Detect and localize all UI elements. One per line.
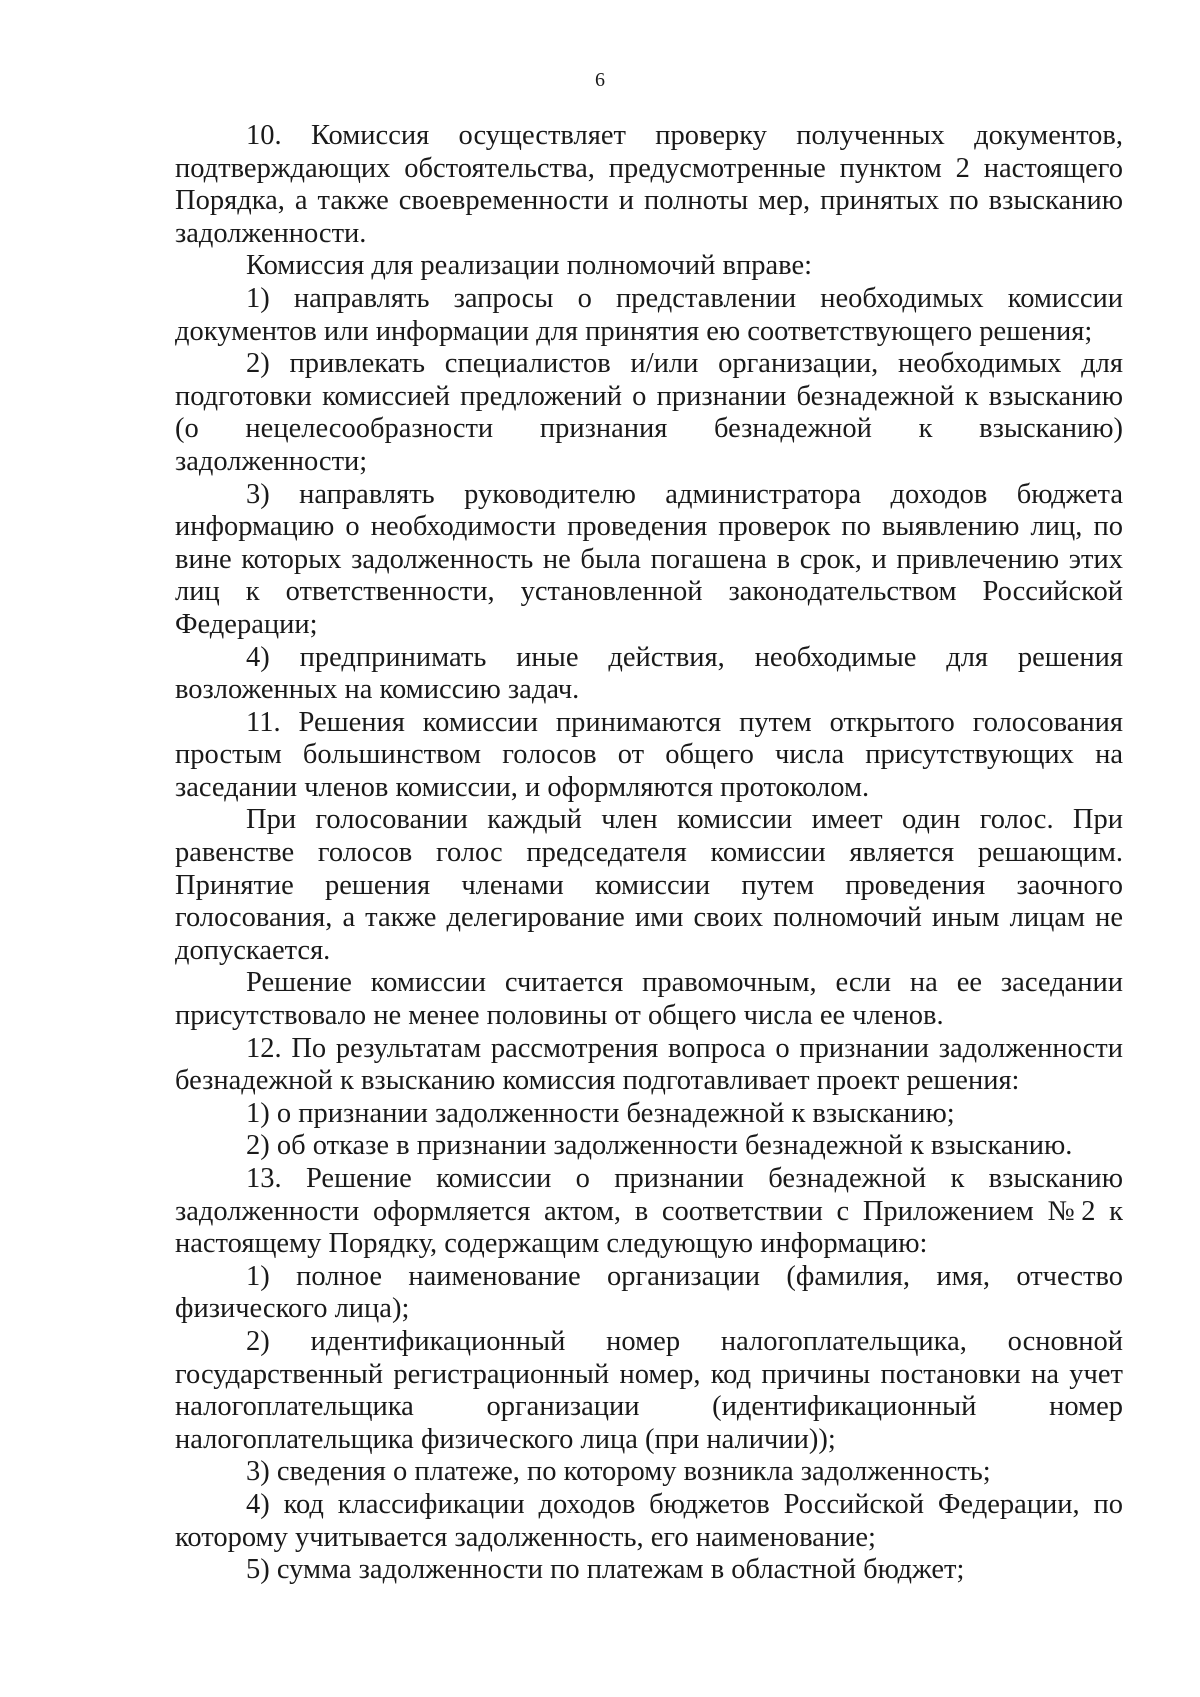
- paragraph-11: 11. Решения комиссии принимаются путем открытого голосования простым большинством голосов от общего числа присутствующих на заседании членов комиссии, и оформляются протоколом.: [175, 706, 1123, 803]
- paragraph-11-quorum: Решение комиссии считается правомочным, если на ее заседании присутствовало не менее половины от общего числа ее членов.: [175, 967, 1123, 1032]
- paragraph-13-item-1: 1) полное наименование организации (фамилия, имя, отчество физического лица);: [175, 1260, 1123, 1325]
- paragraph-13-item-2: 2) идентификационный номер налогоплательщика, основной государственный регистрационный номер, код причины постановки на учет налогоплательщика организации (идентификационный номер налогоплательщика физического лица (при наличии));: [175, 1325, 1123, 1455]
- paragraph-13: 13. Решение комиссии о признании безнадежной к взысканию задолженности оформляется актом, в соответствии с Приложением №2 к настоящему Порядку, содержащим следующую информацию:: [175, 1163, 1123, 1260]
- paragraph-10-item-4: 4) предпринимать иные действия, необходимые для решения возложенных на комиссию задач.: [175, 641, 1123, 706]
- page-number: 6: [595, 69, 605, 91]
- paragraph-11-voting: При голосовании каждый член комиссии имеет один голос. При равенстве голосов голос председателя комиссии является решающим. Принятие решения членами комиссии путем проведения заочного голосования, а также делегирование ими своих полномочий иным лицам не допускается.: [175, 804, 1123, 966]
- paragraph-10: 10. Комиссия осуществляет проверку полученных документов, подтверждающих обстоятельства, предусмотренные пунктом 2 настоящего Порядка, а также своевременности и полноты мер, принятых по взысканию задолженности.: [175, 120, 1123, 249]
- paragraph-12: 12. По результатам рассмотрения вопроса о признании задолженности безнадежной к взысканию комиссия подготавливает проект решения:: [175, 1032, 1123, 1097]
- paragraph-10-item-3: 3) направлять руководителю администратора доходов бюджета информацию о необходимости проведения проверок по выявлению лиц, по вине которых задолженность не была погашена в срок, и привлечению этих лиц к ответственности, установленной законодательством Российской Федерации;: [175, 478, 1123, 640]
- paragraph-13-item-5: 5) сумма задолженности по платежам в областной бюджет;: [246, 1554, 965, 1586]
- paragraph-10-item-2: 2) привлекать специалистов и/или организации, необходимых для подготовки комиссией предложений о признании безнадежной к взысканию (о нецелесообразности признания безнадежной к взысканию) задолженности;: [175, 348, 1123, 477]
- document-body: [175, 120, 1123, 1587]
- paragraph-10-item-1: 1) направлять запросы о представлении необходимых комиссии документов или информации для принятия ею соответствующего решения;: [175, 282, 1123, 347]
- paragraph-12-item-1: 1) о признании задолженности безнадежной к взысканию;: [246, 1097, 955, 1129]
- paragraph-12-item-2: 2) об отказе в признании задолженности безнадежной к взысканию.: [246, 1130, 1073, 1162]
- paragraph-commission-powers: Комиссия для реализации полномочий вправе:: [246, 250, 813, 282]
- paragraph-13-item-3: 3) сведения о платеже, по которому возникла задолженность;: [246, 1456, 991, 1488]
- paragraph-13-item-4: 4) код классификации доходов бюджетов Российской Федерации, по которому учитывается задолженность, его наименование;: [175, 1488, 1123, 1553]
